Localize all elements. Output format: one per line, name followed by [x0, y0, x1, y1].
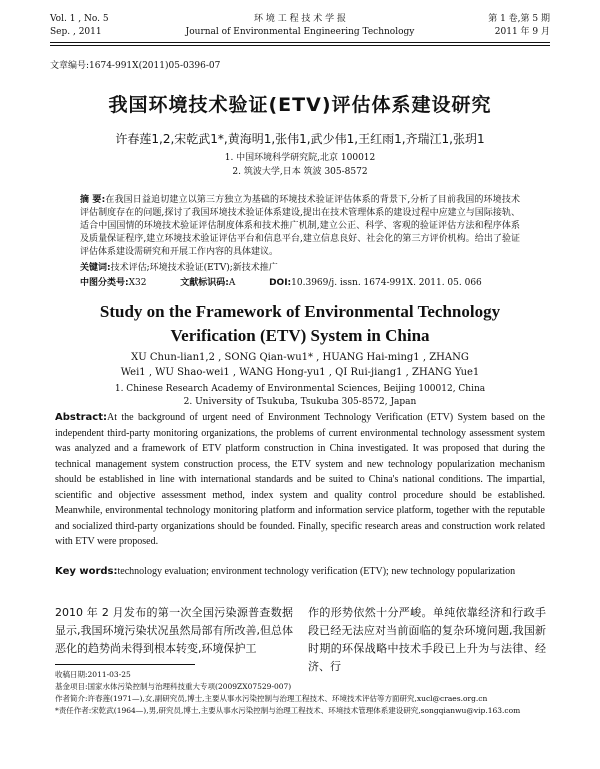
en-keywords: [55, 565, 545, 579]
journal-title-en: Journal of Environmental Engineering Technology: [185, 27, 415, 37]
date-label-cn: 2011 年 9 月: [494, 27, 550, 37]
footnote-corresponding: *责任作者:宋乾武(1964—),男,研究员,博士,主要从事水污染控制与治理工程技术、环境技术管理体系建设研究,songqianwu@vip.163.com: [55, 706, 521, 715]
cn-keywords-text: 技术评估;环境技术验证(ETV);新技术推广: [110, 263, 278, 273]
en-abstract: [55, 410, 545, 550]
body-column-right: 作的形势依然十分严峻。单纯依靠经济和行政手段已经无法应对当前面临的复杂环境问题,我国新时期的环保战略中技术手段已上升为与法律、经济、行: [308, 606, 546, 673]
en-affiliation-2: 2. University of Tsukuba, Tsukuba 305-8572, Japan: [183, 397, 417, 407]
en-authors: XU Chun-lian1,2 , SONG Qian-wu1* , HUANG Hai-ming1 , ZHANG Wei1 , WU Shao-wei1 , WANG Hong-yu1 , QI Rui-jiang1 , ZHANG Yue1: [120, 352, 480, 378]
doi-label: DOI:: [269, 278, 292, 288]
clc-value: X32: [128, 278, 147, 288]
journal-title-cn: 环 境 工 程 技 术 学 报: [253, 14, 347, 24]
cn-keywords: [80, 262, 520, 275]
cn-keywords-label: 关键词:: [80, 263, 111, 273]
footnote-received: 收稿日期:2011-03-25: [55, 670, 131, 679]
en-abstract-text: At the background of urgent need of Environment Technology Verification (ETV) System based on the independent third-party monitoring organizations, the problems of current environmental technology assessment system was analyzed and a framework of ETV platform construction in China investigated. It was proposed that during the technical management system construction process, the ETV system and new technology popularization mechanism should be established in line with international standards and be suited to China's national conditions. The impartial, scientific and objective assessment method, index system and quality control procedure should be established. Meanwhile, environmental technology monitoring platform and information service platform, together with the reputable and socialized third-party organizations should be founded. Finally, specific research areas and construction work related with ETV were proposed.: [55, 412, 545, 547]
cn-abstract-text: 在我国日益追切建立以第三方独立为基础的环境技术验证评估体系的背景下,分析了目前我国的环境技术评估制度存在的问题,探讨了我国环境技术验证体系建设,提出在技术管理体系的建设过程中应建立与国际接轨、适合中国国情的环境技术验证评估制度体系和技术推广机制,建立公正、科学、客观的验证评估方法和程序体系及质量保证程序,建立环境技术验证评估平台和信息平台,建立信息良好、社会化的第三方评价机构。给出了验证评估体系建设需研究和开展工作内容的具体建议。: [80, 195, 520, 257]
footnote-fund: 基金项目:国家水体污染控制与治理科技重大专项(2009ZX07529-007): [55, 682, 292, 691]
en-title-line-2: Verification (ETV) System in China: [170, 326, 430, 345]
volume-label: Vol. 1 , No. 5: [50, 14, 109, 24]
cn-affiliation-2: 2. 筑波大学,日本 筑波 305-8572: [232, 167, 368, 177]
footnote-rule: [55, 664, 195, 665]
cn-affiliation-1: 1. 中国环境科学研究院,北京 100012: [224, 153, 376, 163]
doi-value: 10.3969/j. issn. 1674-991X. 2011. 05. 066: [291, 278, 482, 288]
cn-abstract-label: 摘 要:: [80, 195, 106, 205]
cn-title: 我国环境技术验证(ETV)评估体系建设研究: [108, 94, 492, 116]
en-keywords-text: technology evaluation; environment technology verification (ETV); new technology popularization: [117, 566, 516, 577]
doc-code-label: 文献标识码:: [180, 278, 229, 288]
en-abstract-label: Abstract:: [55, 412, 108, 423]
en-keywords-label: Key words:: [55, 566, 118, 577]
footnote-author: 作者简介:许春莲(1971—),女,副研究员,博士,主要从事水污染控制与治理工程技术、环境技术评估等方面研究,xucl@craes.org.cn: [55, 694, 488, 703]
en-title: [0, 300, 600, 348]
article-number: 文章编号:1674-991X(2011)05-0396-07: [50, 61, 221, 71]
en-title-line-1: Study on the Framework of Environmental Technology: [99, 302, 501, 321]
en-affiliation-1: 1. Chinese Research Academy of Environmental Sciences, Beijing 100012, China: [114, 384, 486, 394]
body-column-left: 2010 年 2 月发布的第一次全国污染源普查数据显示,我国环境污染状况虽然局部有所改善,但总体恶化的趋势尚未得到根本转变,环境保护工: [55, 606, 293, 655]
cn-classification: [80, 277, 520, 290]
header-rule-thin: [50, 45, 550, 46]
doc-code-value: A: [228, 278, 236, 288]
cn-abstract: [80, 194, 520, 259]
header-rule: [50, 42, 550, 43]
clc-label: 中图分类号:: [80, 278, 129, 288]
issue-label-cn: 第 1 卷,第 5 期: [488, 14, 550, 24]
cn-authors: 许春莲1,2,宋乾武1*,黄海明1,张伟1,武少伟1,王红雨1,齐瑞江1,张玥1: [115, 132, 485, 146]
date-label: Sep. , 2011: [50, 27, 102, 37]
